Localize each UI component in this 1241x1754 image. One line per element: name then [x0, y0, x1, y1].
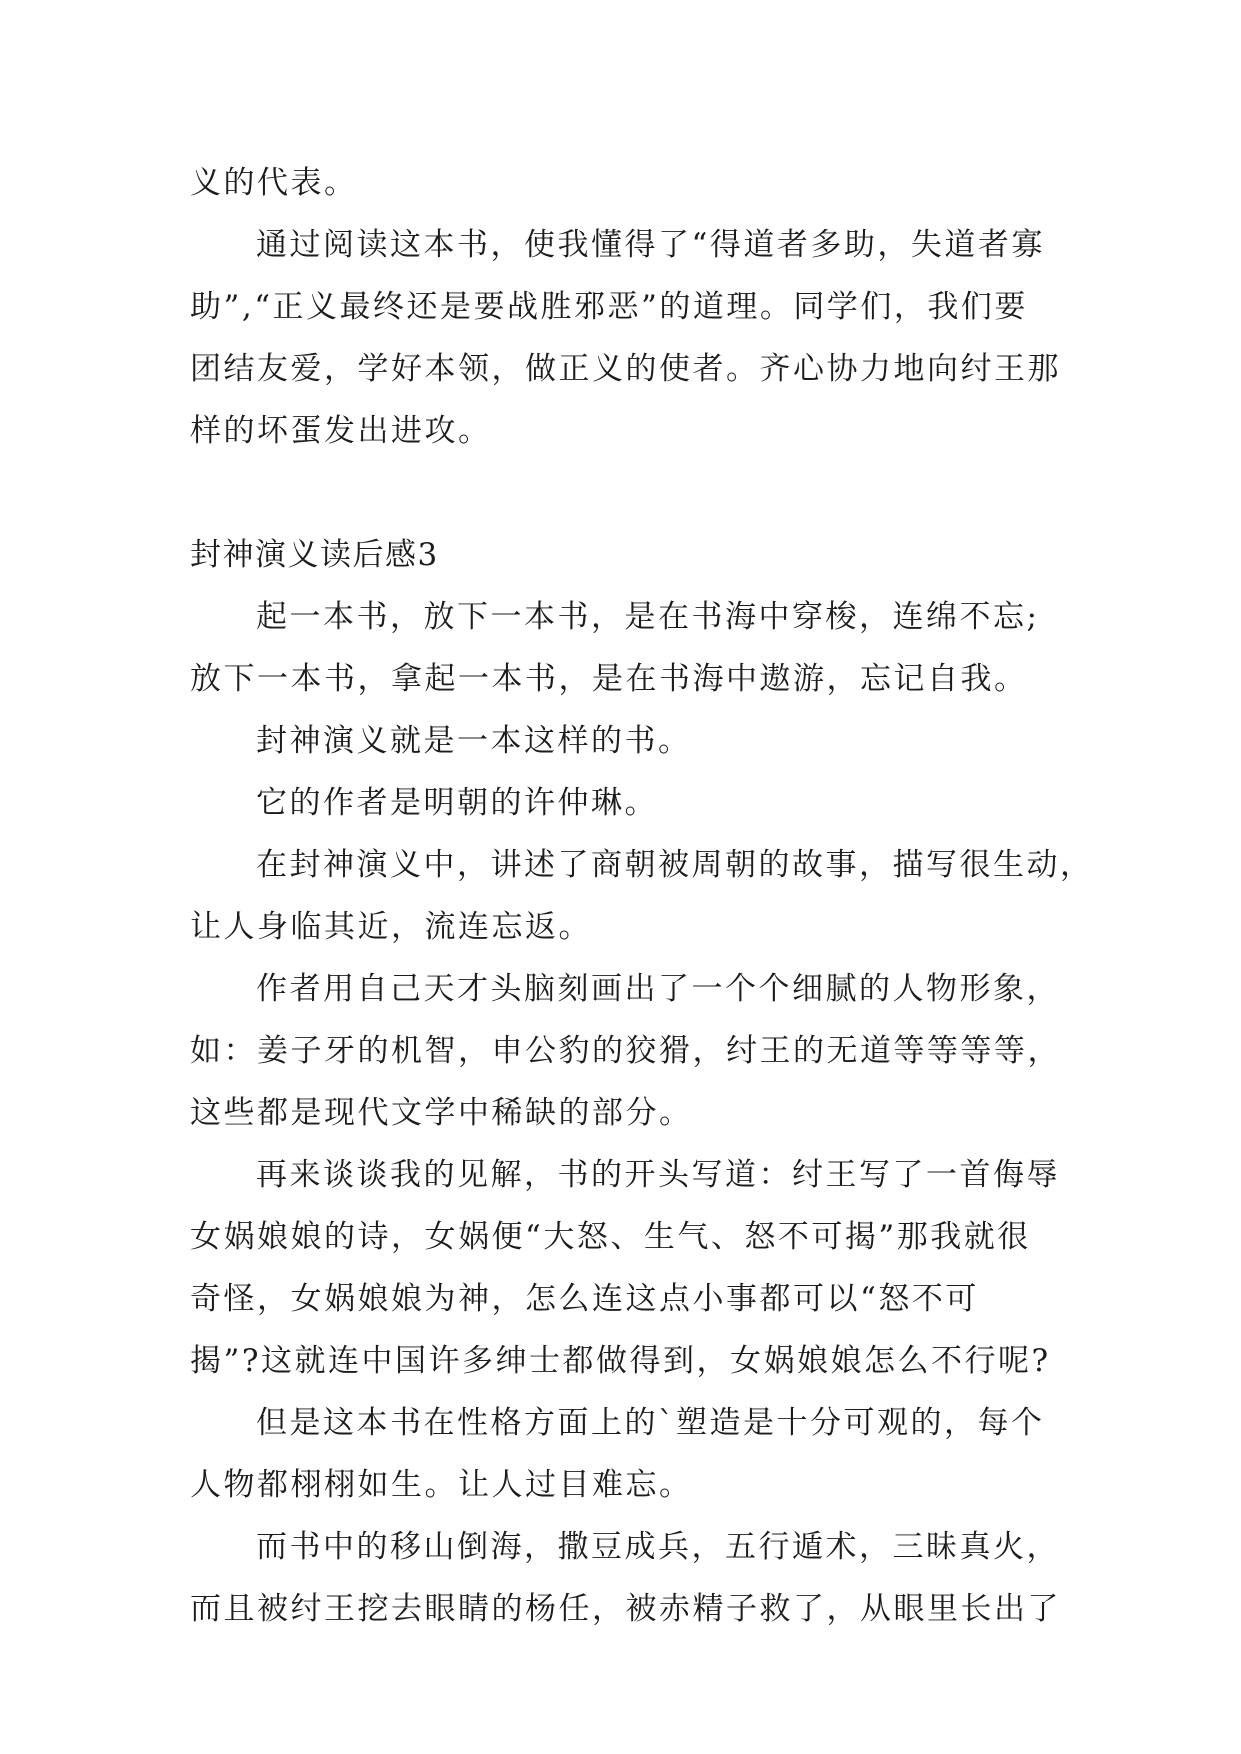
- paragraph-author: [190, 772, 1056, 834]
- text-line: 人物都栩栩如生。让人过目难忘。: [190, 1467, 693, 1503]
- paragraph-opening: [190, 586, 1056, 710]
- paragraph-story: [190, 834, 1094, 958]
- text-line: 通过阅读这本书，使我懂得了“得道者多助，失道者寡: [256, 227, 1045, 263]
- text-line: 这些都是现代文学中稀缺的部分。: [190, 1095, 693, 1131]
- text-line: 再来谈谈我的见解，书的开头写道：纣王写了一首侮辱: [256, 1157, 1060, 1193]
- text-line: 作者用自己天才头脑刻画出了一个个细腻的人物形象，: [256, 971, 1060, 1007]
- text-line: 放下一本书，拿起一本书，是在书海中遨游，忘记自我。: [190, 661, 1028, 697]
- text-line: 义的代表。: [190, 165, 358, 201]
- text-line: 样的坏蛋发出进攻。: [190, 413, 492, 449]
- text-line: 如：姜子牙的机智，申公豹的狡猾，纣王的无道等等等等，: [190, 1033, 1061, 1069]
- paragraph-characters: [190, 958, 1061, 1144]
- text-line: 封神演义就是一本这样的书。: [256, 723, 692, 759]
- paragraph-continuation: [190, 152, 1056, 214]
- paragraph-characterization: [190, 1392, 1056, 1516]
- paragraph-magic: [190, 1516, 1061, 1640]
- document-body: [190, 152, 1094, 1640]
- text-line: 而书中的移山倒海，撒豆成兵，五行遁术，三昧真火，: [256, 1529, 1060, 1565]
- text-line: 助”,“正义最终还是要战胜邪恶”的道理。同学们，我们要: [190, 289, 1028, 325]
- text-line: 在封神演义中，讲述了商朝被周朝的故事，描写很生动，: [256, 847, 1094, 883]
- paragraph-reflection: [190, 214, 1061, 462]
- text-line: 让人身临其近，流连忘返。: [190, 909, 592, 945]
- text-line: 女娲娘娘的诗，女娲便“大怒、生气、怒不可揭”那我就很: [190, 1219, 1031, 1255]
- text-line: 它的作者是明朝的许仲琳。: [256, 785, 658, 821]
- text-line: 但是这本书在性格方面上的`塑造是十分可观的，每个: [256, 1405, 1045, 1441]
- text-line: 起一本书，放下一本书，是在书海中穿梭，连绵不忘;: [256, 599, 1040, 635]
- text-line: 团结友爱，学好本领，做正义的使者。齐心协力地向纣王那: [190, 351, 1061, 387]
- text-line: 奇怪，女娲娘娘为神，怎么连这点小事都可以“怒不可: [190, 1281, 979, 1317]
- text-line: 揭”?这就连中国许多绅士都做得到，女娲娘娘怎么不行呢?: [190, 1343, 1051, 1379]
- section-spacer: [190, 462, 1056, 524]
- paragraph-opinion: [190, 1144, 1060, 1392]
- section-title: 封神演义读后感3: [190, 537, 439, 573]
- paragraph-book-intro: [190, 710, 1056, 772]
- text-line: 而且被纣王挖去眼睛的杨任，被赤精子救了，从眼里长出了: [190, 1591, 1061, 1627]
